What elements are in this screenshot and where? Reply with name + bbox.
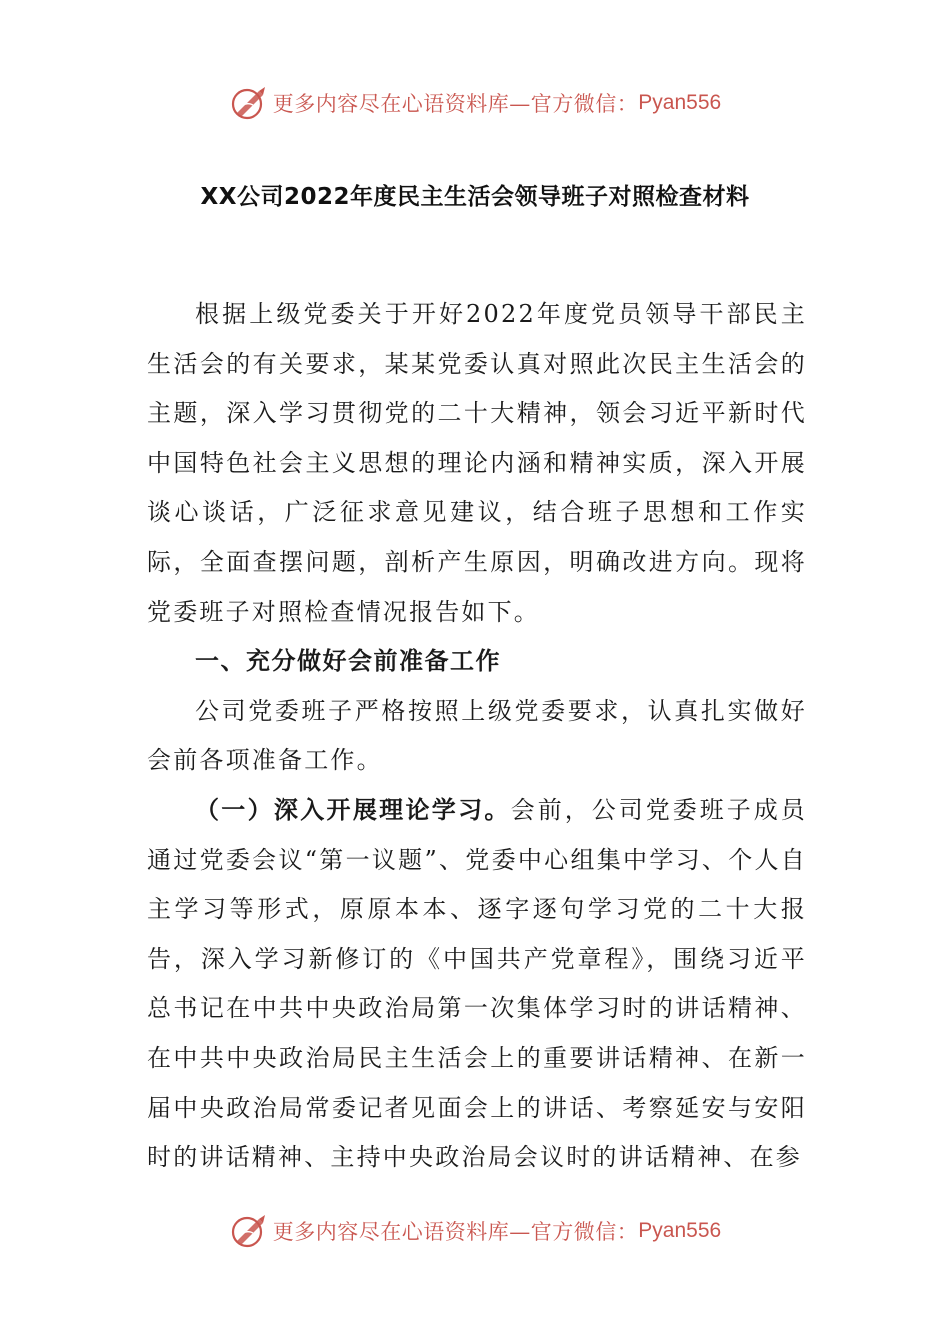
watermark-handle: Pyan556 — [638, 1219, 722, 1242]
pen-logo-icon — [229, 83, 269, 123]
paragraph-preparation: 公司党委班子严格按照上级党委要求，认真扎实做好会前各项准备工作。 — [147, 696, 807, 775]
watermark-text: 更多内容尽在心语资料库—官方微信： — [272, 92, 639, 116]
pen-logo-icon — [229, 1211, 269, 1251]
document-title: XX公司2022年度民主生活会领导班子对照检查材料 — [200, 184, 750, 210]
document-body — [147, 290, 807, 1183]
watermark-footer — [0, 1209, 950, 1253]
paragraph-theory-study-text: 会前，公司党委班子成员通过党委会议“第一议题”、党委中心组集中学习、个人自主学习等形式，原原本本、逐字逐句学习党的二十大报告，深入学习新修订的《中国共产党章程》，围绕习近平总书记在中共中央政治局第一次集体学习时的讲话精神、在中共中央政治局民主生活会上的重要讲话精神、在新一届中央政治局常委记者见面会上的讲话、考察延安与安阳时的讲话精神、主持中央政治局会议时的讲话精神、在参 — [147, 795, 808, 1172]
paragraph-intro: 根据上级党委关于开好2022年度党员领导干部民主生活会的有关要求，某某党委认真对照此次民主生活会的主题，深入学习贯彻党的二十大精神，领会习近平新时代中国特色社会主义思想的理论内涵和精神实质，深入开展谈心谈话，广泛征求意见建议，结合班子思想和工作实际，全面查摆问题，剖析产生原因，明确改进方向。现将党委班子对照检查情况报告如下。 — [147, 300, 807, 626]
subheading-theory-study: （一）深入开展理论学习。 — [195, 795, 511, 824]
section-heading: 一、充分做好会前准备工作 — [195, 647, 501, 676]
watermark-text: 更多内容尽在心语资料库—官方微信： — [272, 1220, 639, 1244]
watermark-handle: Pyan556 — [638, 91, 722, 114]
paragraph-theory-study — [147, 786, 807, 1183]
watermark-header — [0, 81, 950, 125]
